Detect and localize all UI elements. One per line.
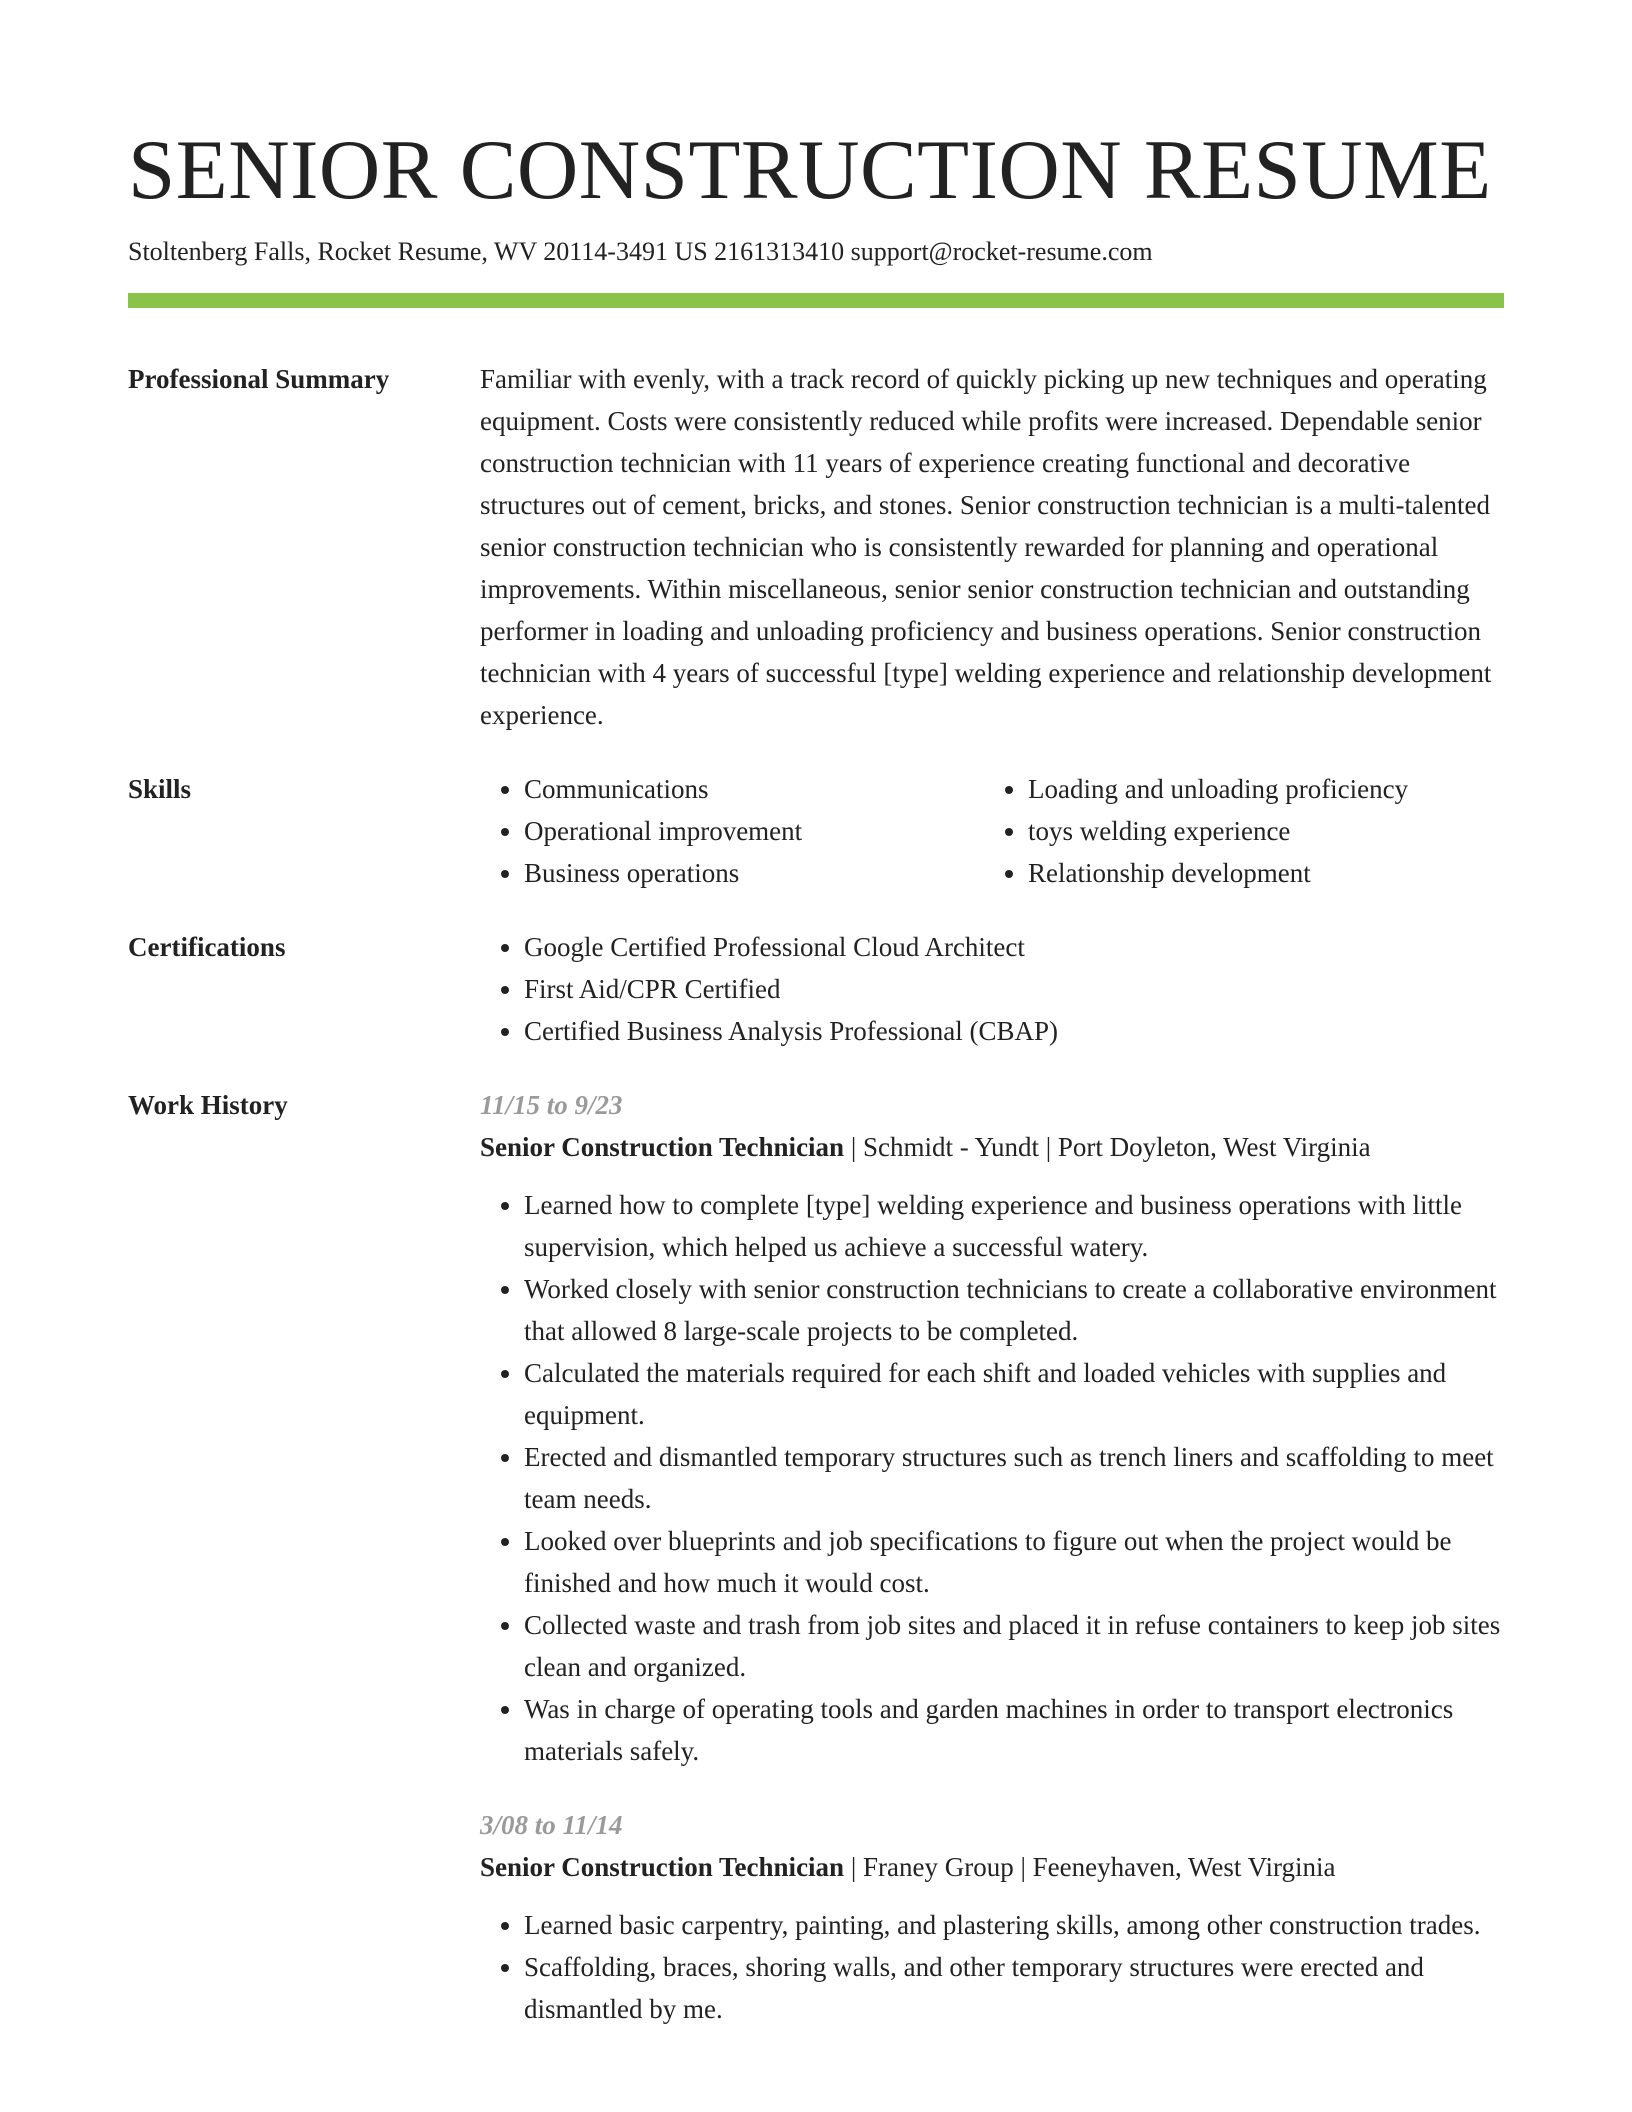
job-title: Senior Construction Technician <box>480 1852 845 1882</box>
certification-item: • Certified Business Analysis Professional (CBAP) <box>524 1010 1504 1052</box>
job-bullet: • Erected and dismantled temporary structures such as trench liners and scaffolding to meet team needs. <box>524 1436 1504 1520</box>
section-title-certifications: Certifications <box>128 932 286 962</box>
job-bullets <box>480 1904 1504 2030</box>
skill-item: • Operational improvement <box>524 810 984 852</box>
skills-column-left <box>480 768 984 894</box>
job-bullet: • Was in charge of operating tools and garden machines in order to transport electronics materials safely. <box>524 1688 1504 1772</box>
job-bullet: • Learned how to complete [type] welding experience and business operations with little supervision, which helped us achieve a successful watery. <box>524 1184 1504 1268</box>
certification-item: • Google Certified Professional Cloud Architect <box>524 926 1504 968</box>
job-entry <box>480 1084 1504 1772</box>
certification-item: • First Aid/CPR Certified <box>524 968 1504 1010</box>
job-details: | Schmidt - Yundt | Port Doyleton, West Virginia <box>844 1132 1371 1162</box>
job-dates: 3/08 to 11/14 <box>480 1810 623 1840</box>
resume-title: SENIOR CONSTRUCTION RESUME <box>128 123 1492 217</box>
summary-text: Familiar with evenly, with a track record of quickly picking up new techniques and operating equipment. Costs were consistently reduced while profits were increased. Dependable senior construction technician with 11 years of experience creating functional and decorative structures out of cement, bricks, and stones. Senior construction technician is a multi-talented senior construction technician who is consistently rewarded for planning and operational improvements. Within miscellaneous, senior senior construction technician and outstanding performer in loading and unloading proficiency and business operations. Senior construction technician with 4 years of successful [type] welding experience and relationship development experience. <box>480 364 1492 730</box>
work-history-section <box>128 1084 1504 2030</box>
job-entry <box>480 1804 1504 2030</box>
skills-column-right <box>984 768 1488 894</box>
job-dates: 11/15 to 9/23 <box>480 1090 623 1120</box>
job-bullet: • Worked closely with senior construction technicians to create a collaborative environment that allowed 8 large-scale projects to be completed. <box>524 1268 1504 1352</box>
job-heading <box>480 1126 1504 1168</box>
skill-item: • Loading and unloading proficiency <box>1028 768 1488 810</box>
skill-item: • Relationship development <box>1028 852 1488 894</box>
summary-section <box>128 358 1504 736</box>
job-bullet: • Collected waste and trash from job sites and placed it in refuse containers to keep job sites clean and organized. <box>524 1604 1504 1688</box>
job-bullet: • Calculated the materials required for each shift and loaded vehicles with supplies and equipment. <box>524 1352 1504 1436</box>
skills-body <box>480 768 1504 894</box>
contact-line: Stoltenberg Falls, Rocket Resume, WV 20114-3491 US 2161313410 support@rocket-resume.com <box>128 237 1153 266</box>
job-bullet: • Learned basic carpentry, painting, and plastering skills, among other construction trades. <box>524 1904 1504 1946</box>
work-history-body <box>480 1084 1504 2030</box>
job-bullet: • Scaffolding, braces, shoring walls, and other temporary structures were erected and dismantled by me. <box>524 1946 1504 2030</box>
job-title: Senior Construction Technician <box>480 1132 845 1162</box>
job-bullet: • Looked over blueprints and job specifications to figure out when the project would be finished and how much it would cost. <box>524 1520 1504 1604</box>
skill-item: • toys welding experience <box>1028 810 1488 852</box>
accent-divider <box>128 293 1504 308</box>
certifications-section <box>128 926 1504 1052</box>
skill-item: • Business operations <box>524 852 984 894</box>
skills-section <box>128 768 1504 894</box>
skill-item: • Communications <box>524 768 984 810</box>
section-title-summary: Professional Summary <box>128 364 390 394</box>
resume-page <box>128 0 1504 2030</box>
job-details: | Franey Group | Feeneyhaven, West Virginia <box>844 1852 1336 1882</box>
section-title-skills: Skills <box>128 774 192 804</box>
certifications-body <box>480 926 1504 1052</box>
job-bullets <box>480 1184 1504 1772</box>
job-heading <box>480 1846 1504 1888</box>
section-title-work-history: Work History <box>128 1090 288 1120</box>
